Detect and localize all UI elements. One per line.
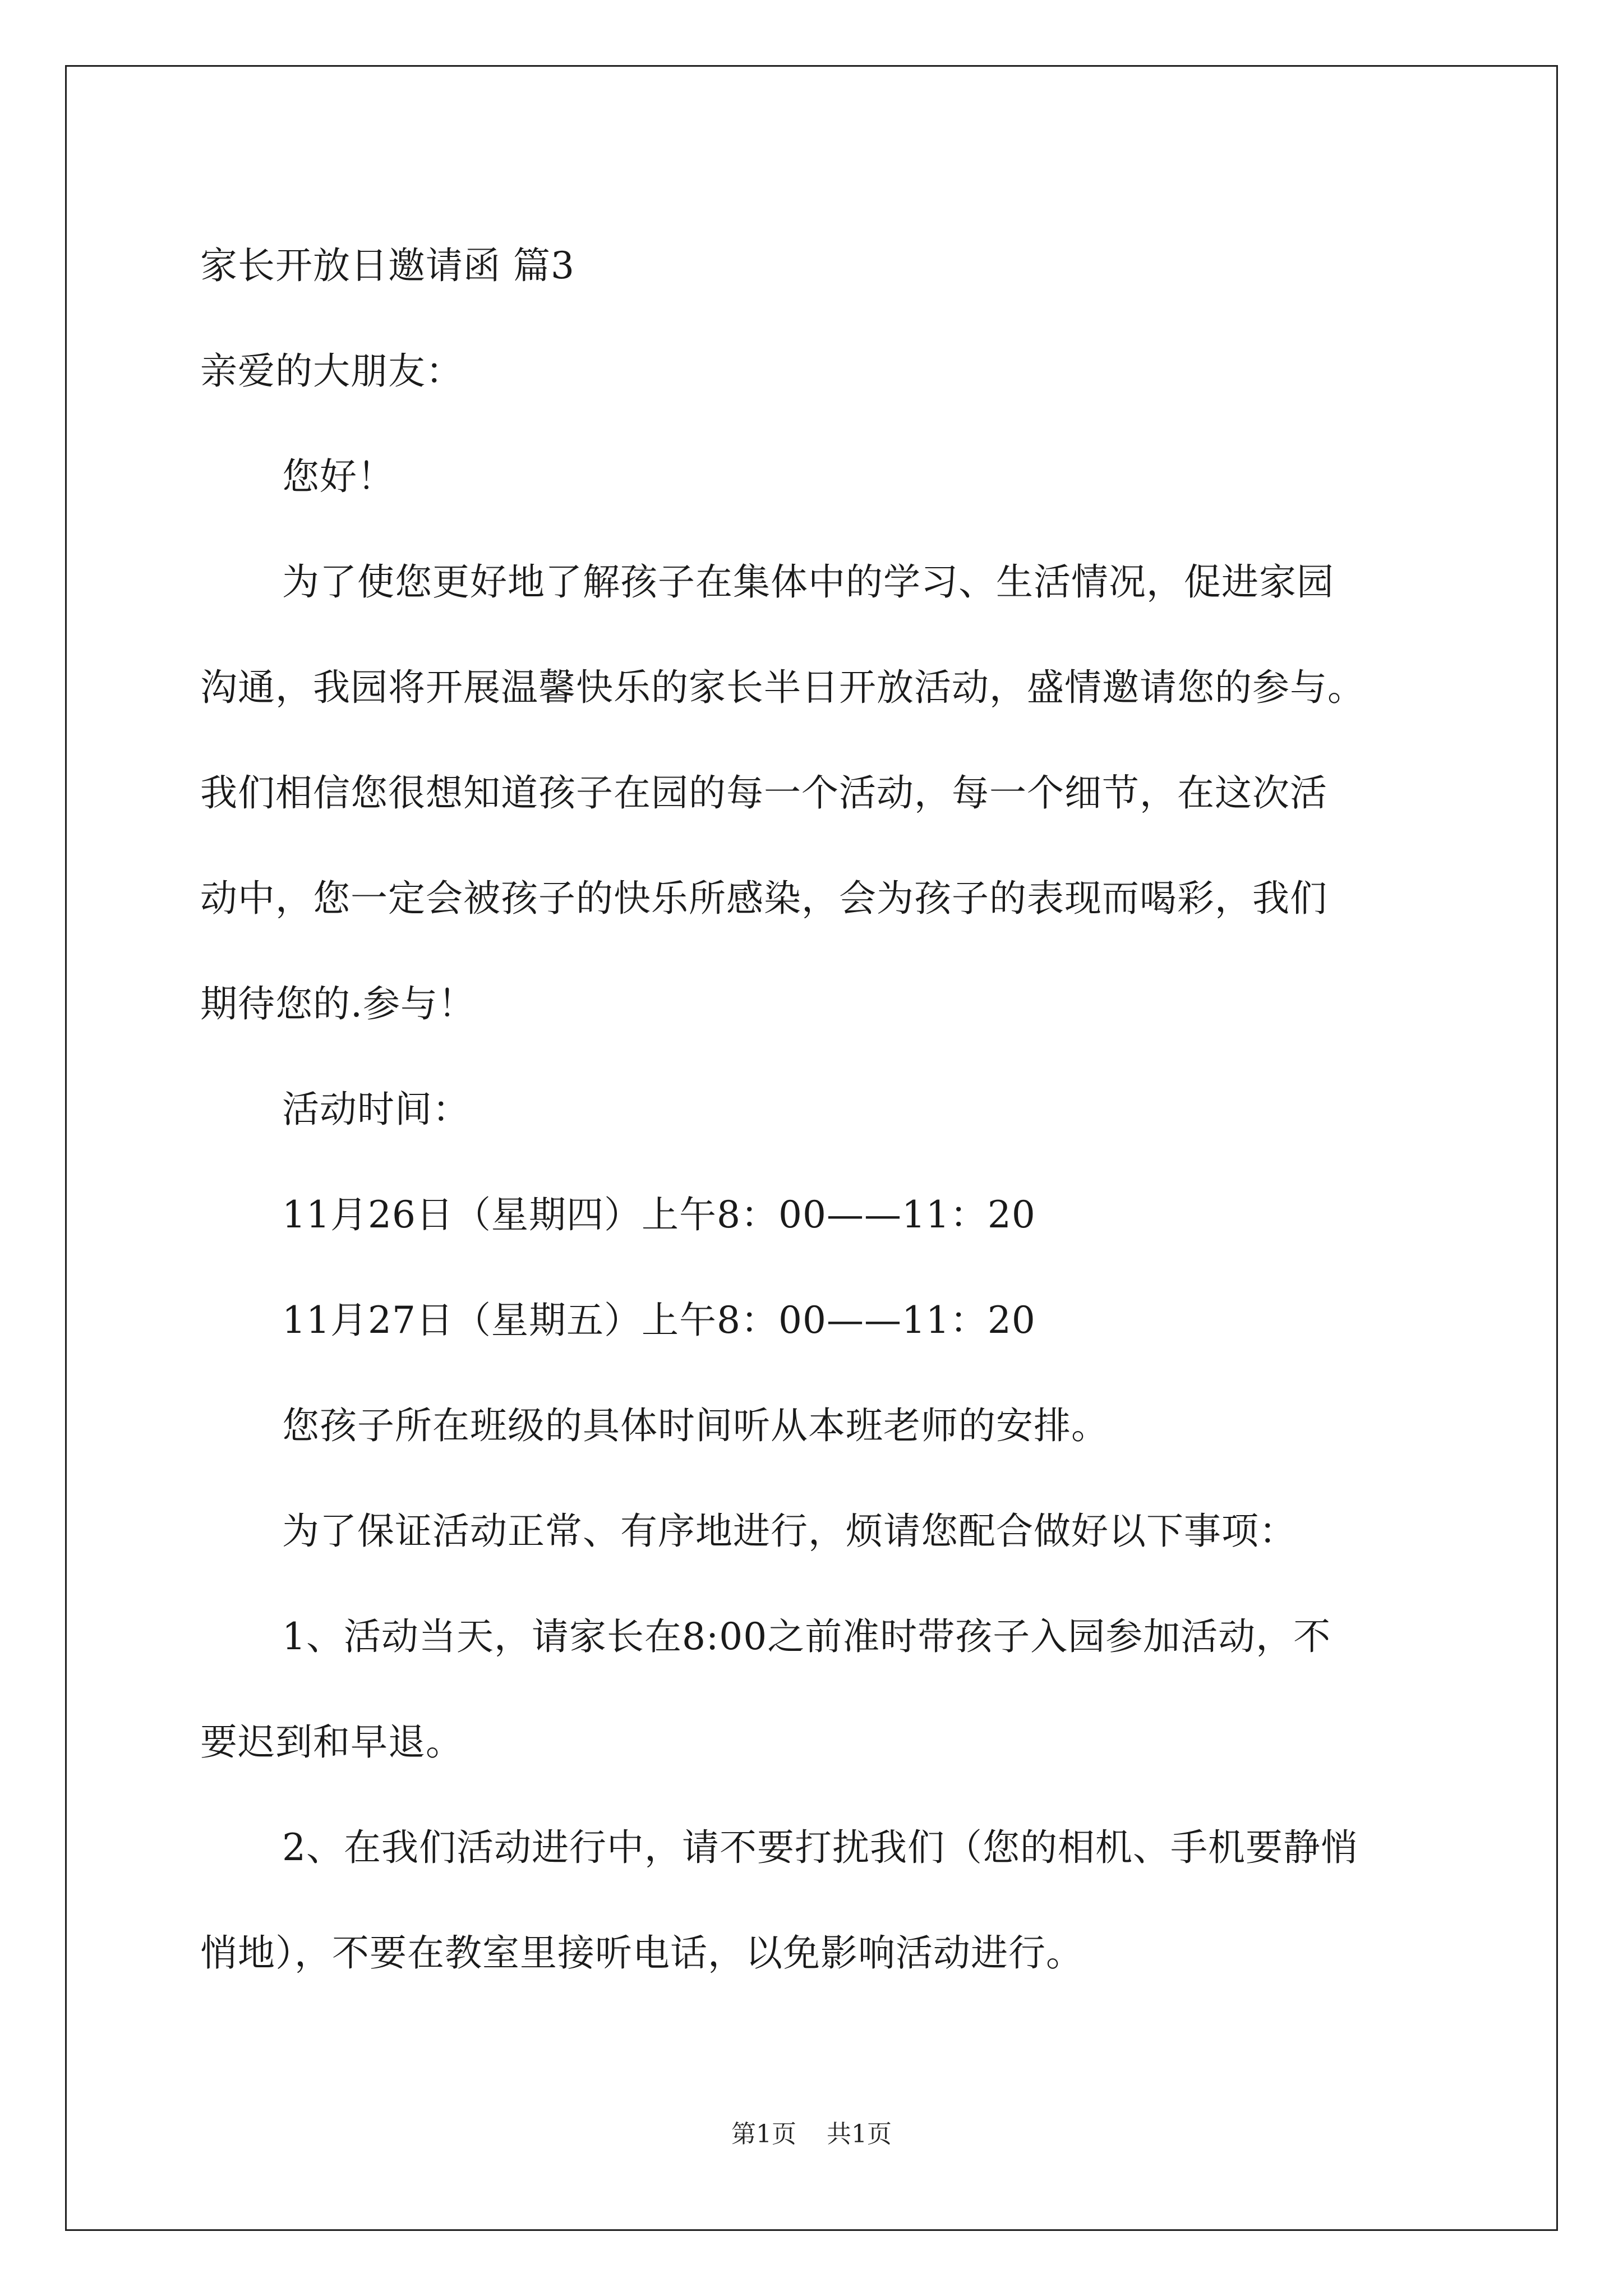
- schedule-label: 活动时间：: [282, 1088, 470, 1131]
- schedule-item: 11月27日（星期五）上午8：00——11：20: [282, 1299, 1036, 1342]
- paragraph-line: 沟通，我园将开展温馨快乐的家长半日开放活动，盛情邀请您的参与。: [200, 666, 1365, 709]
- notice-line: 2、在我们活动进行中，请不要打扰我们（您的相机、手机要静悄: [282, 1826, 1358, 1869]
- schedule-item: 11月26日（星期四）上午8：00——11：20: [282, 1193, 1036, 1236]
- class-note: 您孩子所在班级的具体时间听从本班老师的安排。: [282, 1404, 1109, 1447]
- greeting: 您好！: [282, 455, 395, 498]
- document-body: [200, 213, 1434, 2006]
- paragraph-line: 为了使您更好地了解孩子在集体中的学习、生活情况，促进家园: [282, 560, 1334, 604]
- paragraph-line: 我们相信您很想知道孩子在园的每一个活动，每一个细节，在这次活: [200, 771, 1327, 815]
- page-number-current: 第1页: [731, 2120, 796, 2148]
- notice-item-2: [200, 1795, 1434, 2006]
- notice-item-1: [200, 1584, 1434, 1795]
- notice-line: 悄地），不要在教室里接听电话，以免影响活动进行。: [200, 1931, 1083, 1975]
- salutation: 亲爱的大朋友：: [200, 349, 463, 393]
- notice-intro: 为了保证活动正常、有序地进行，烦请您配合做好以下事项：: [282, 1510, 1297, 1553]
- paragraph-line: 动中，您一定会被孩子的快乐所感染，会为孩子的表现而喝彩，我们: [200, 877, 1327, 920]
- page-number-total: 共1页: [827, 2120, 892, 2148]
- notice-line: 1、活动当天，请家长在8:00之前准时带孩子入园参加活动，不: [282, 1615, 1331, 1658]
- notice-line: 要迟到和早退。: [200, 1720, 463, 1764]
- paragraph-intro: [200, 530, 1434, 1057]
- document-title: 家长开放日邀请函 篇3: [200, 244, 575, 287]
- paragraph-line: 期待您的.参与！: [200, 982, 476, 1025]
- page-footer: [0, 2118, 1623, 2151]
